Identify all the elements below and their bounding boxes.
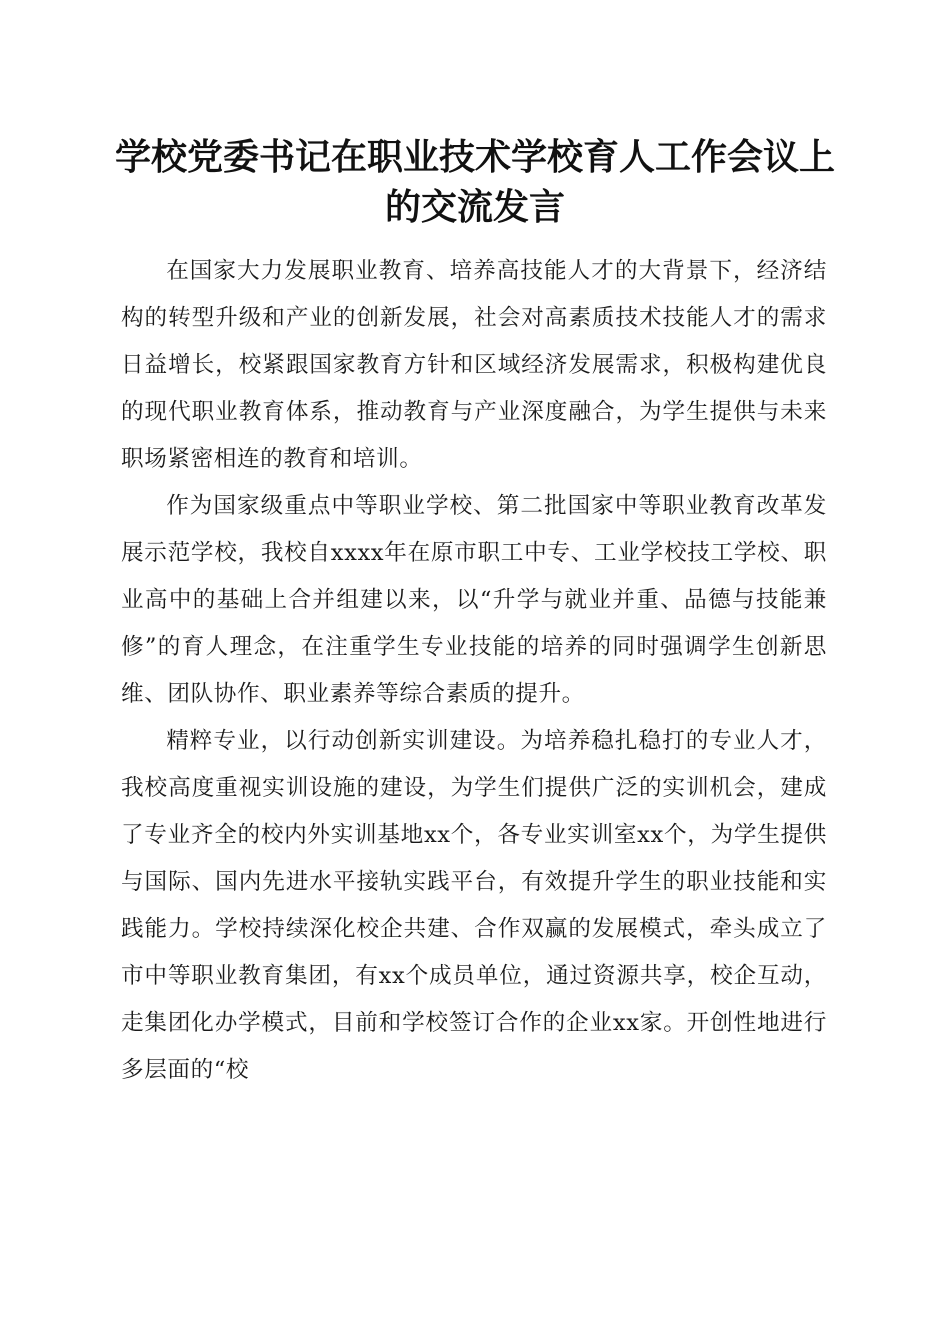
paragraph: 精粹专业，以行动创新实训建设。为培养稳扎稳打的专业人才，我校高度重视实训设施的建设，为学生们提供广泛的实训机会，建成了专业齐全的校内外实训基地xx个，各专业实训室xx个，为学生提供与国际、国内先进水平接轨实践平台，有效提升学生的职业技能和实践能力。学校持续深化校企共建、合作双赢的发展模式，牵头成立了市中等职业教育集团，有xx个成员单位，通过资源共享，校企互动，走集团化办学模式，目前和学校签订合作的企业xx家。开创性地进行多层面的“校 xyxy=(121,728,827,1083)
document-title: 学校党委书记在职业技术学校育人工作会议上的交流发言 xyxy=(114,136,835,228)
paragraph: 在国家大力发展职业教育、培养高技能人才的大背景下，经济结构的转型升级和产业的创新发展，社会对高素质技术技能人才的需求日益增长，校紧跟国家教育方针和区域经济发展需求，积极构建优良的现代职业教育体系，推动教育与产业深度融合，为学生提供与未来职场紧密相连的教育和培训。 xyxy=(121,258,827,472)
paragraph: 作为国家级重点中等职业学校、第二批国家中等职业教育改革发展示范学校，我校自xxxx年在原市职工中专、工业学校技工学校、职业高中的基础上合并组建以来，以“升学与就业并重、品德与技能兼修”的育人理念，在注重学生专业技能的培养的同时强调学生创新思维、团队协作、职业素养等综合素质的提升。 xyxy=(121,493,827,707)
document-body xyxy=(121,248,827,1094)
